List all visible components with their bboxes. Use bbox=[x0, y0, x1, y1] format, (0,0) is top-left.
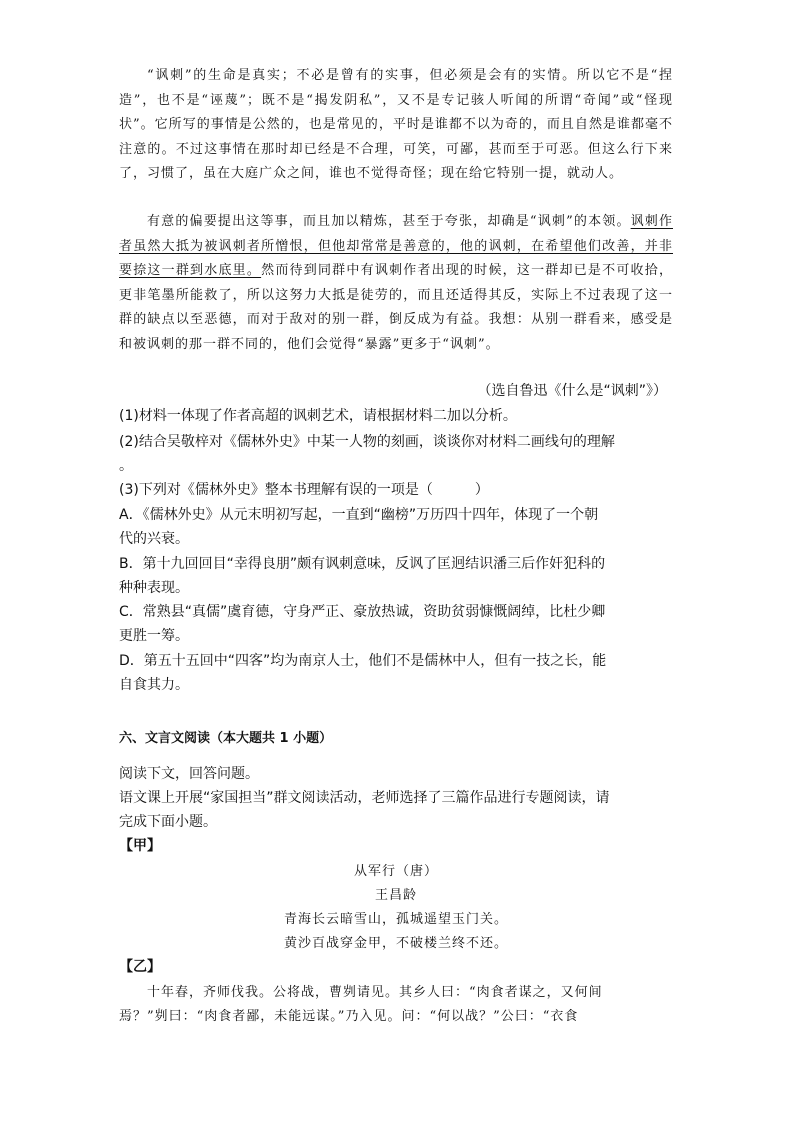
label-yi: 【乙】 bbox=[119, 959, 161, 975]
poem-line-2: 黄沙百战穿金甲，不破楼兰终不还。 bbox=[283, 936, 508, 951]
option-c-line-2: 更胜一筹。 bbox=[119, 628, 189, 644]
question-2-line-2: 。 bbox=[119, 458, 133, 474]
underlined-sentence: 讽刺作者虽然大抵为被讽刺者所憎恨，但他却常常是善意的，他的讽刺，在希望他们改善，并非要捺这一群到水底里。 bbox=[119, 214, 673, 279]
section-6-intro-2-line-2: 完成下面小题。 bbox=[119, 814, 217, 830]
yi-text-line-2: 焉？”刿曰：“肉食者鄙，未能远谋。”乃入见。问：“何以战？”公曰：“衣食 bbox=[119, 1009, 579, 1024]
question-1: (1)材料一体现了作者高超的讽刺艺术，请根据材料二加以分析。 bbox=[119, 408, 517, 424]
option-b-line-2: 种种表现。 bbox=[119, 580, 189, 596]
yi-text-line-1: 十年春，齐师伐我。公将战，曹刿请见。其乡人曰：“肉食者谋之，又何间 bbox=[147, 985, 603, 1000]
label-jia: 【甲】 bbox=[119, 838, 161, 854]
question-3: (3)下列对《儒林外史》整本书理解有误的一项是（ ） bbox=[119, 482, 489, 498]
option-d-line-2: 自食其力。 bbox=[119, 677, 189, 693]
option-a-line-2: 代的兴衰。 bbox=[119, 531, 189, 547]
option-b-line-1: B．第十九回回目“幸得良朋”颇有讽刺意味，反讽了匡迥结识潘三后作奸犯科的 bbox=[119, 556, 606, 572]
poem-title: 从军行（唐） bbox=[353, 864, 438, 879]
question-2-line-1: (2)结合吴敬梓对《儒林外史》中某一人物的刻画，谈谈你对材料二画线句的理解 bbox=[119, 434, 615, 450]
passage-paragraph-1: “讽刺”的生命是真实；不必是曾有的实事，但必须是会有的实情。所以它不是“捏造”，也不是“诬蔑”；既不是“揭发阴私”，又不是专记骇人听闻的所谓“奇闻”或“怪现状”。它所写的事情是公然的，也是常见的，平时是谁都不以为奇的，而且自然是谁都毫不注意的。不过这事情在那时却已经是不合理，可笑，可鄙，甚而至于可恶。但这么行下来了，习惯了，虽在大庭广众之间，谁也不觉得奇怪；现在给它特别一提，就动人。 bbox=[119, 68, 673, 182]
option-a-line-1: A．《儒林外史》从元末明初写起，一直到“幽榜”万历四十四年，体现了一个朝 bbox=[119, 507, 599, 523]
option-c-line-1: C．常熟县“真儒”虞育德，守身严正、豪放热诚，资助贫弱慷慨阔绰，比杜少卿 bbox=[119, 604, 606, 620]
section-6-heading: 六、文言文阅读（本大题共 1 小题） bbox=[119, 731, 333, 746]
poem-line-1: 青海长云暗雪山，孤城遥望玉门关。 bbox=[283, 912, 508, 927]
section-6-intro-1: 阅读下文，回答问题。 bbox=[119, 766, 259, 782]
poem-author: 王昌龄 bbox=[374, 888, 417, 903]
passage-paragraph-2 bbox=[119, 210, 673, 358]
source-citation: （选自鲁迅《什么是“讽刺”》） bbox=[477, 383, 667, 399]
paragraph-2-lead: 有意的偏要提出这等事，而且加以精炼，甚至于夸张，却确是“讽刺”的本领。 bbox=[147, 214, 631, 229]
paragraph-2-rest: 然而待到同群中有讽刺作者出现的时候，这一群却已是不可收拾，更非笔墨所能救了，所以这努力大抵是徒劳的，而且还适得其反，实际上不过表现了这一群的缺点以至恶德，而对于敌对的别一群，倒反成为有益。我想：从别一群看来，感受是和被讽刺的那一群不同的，他们会觉得“暴露”更多于“讽刺”。 bbox=[119, 263, 673, 352]
option-d-line-1: D．第五十五回中“四客”均为南京人士，他们不是儒林中人，但有一技之长，能 bbox=[119, 653, 607, 669]
section-6-intro-2-line-1: 语文课上开展“家国担当”群文阅读活动，老师选择了三篇作品进行专题阅读，请 bbox=[119, 790, 610, 806]
